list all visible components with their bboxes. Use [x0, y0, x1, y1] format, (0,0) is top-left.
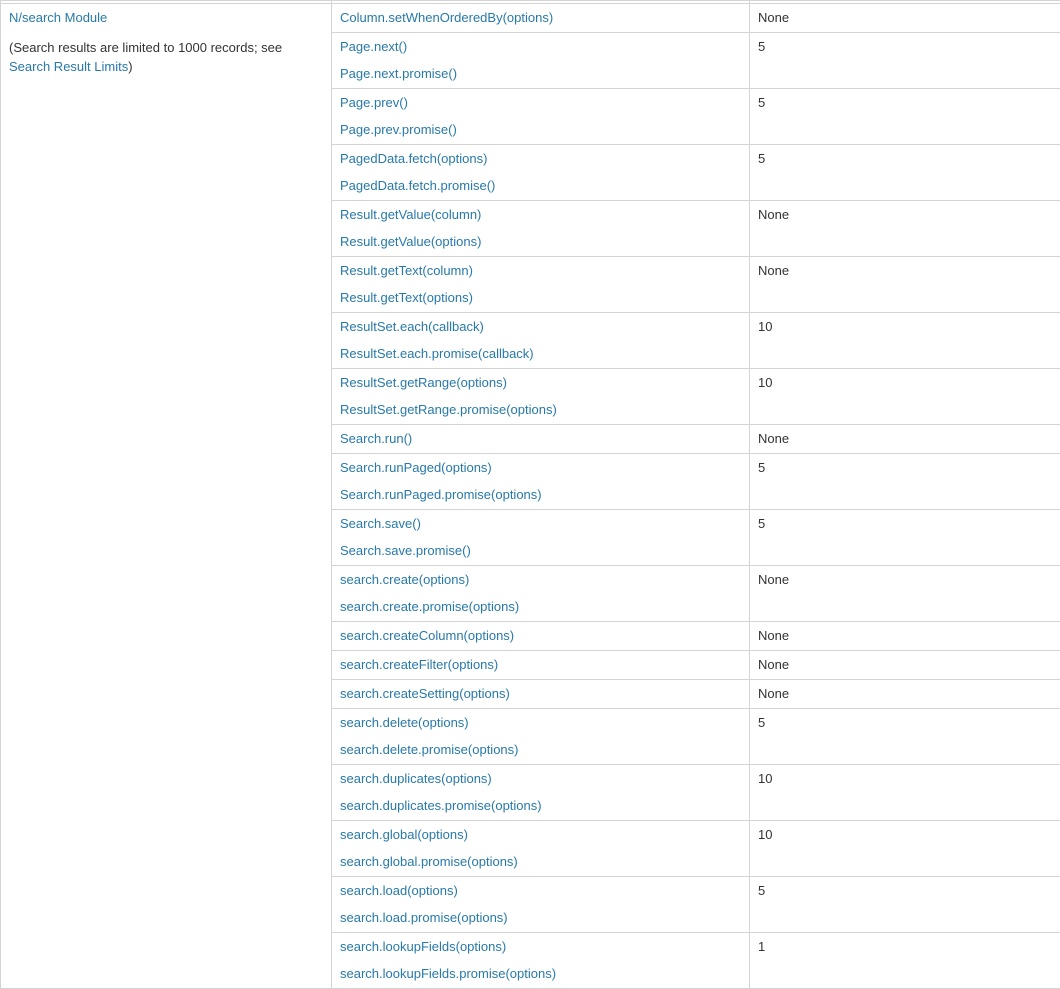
api-cell	[332, 651, 750, 680]
units-cell: 10	[750, 369, 1060, 425]
api-link[interactable]: Search.save.promise()	[340, 542, 741, 559]
api-cell	[332, 313, 750, 369]
api-link[interactable]: PagedData.fetch(options)	[340, 150, 741, 167]
api-link[interactable]: Result.getText(column)	[340, 262, 741, 279]
api-link[interactable]: Result.getText(options)	[340, 289, 741, 306]
units-cell: None	[750, 566, 1060, 622]
api-link[interactable]: search.load.promise(options)	[340, 909, 741, 926]
api-link[interactable]: ResultSet.each(callback)	[340, 318, 741, 335]
api-link[interactable]: search.create.promise(options)	[340, 598, 741, 615]
api-link[interactable]: Result.getValue(column)	[340, 206, 741, 223]
api-link[interactable]: PagedData.fetch.promise()	[340, 177, 741, 194]
module-link[interactable]: N/search Module	[9, 9, 323, 26]
module-note-prefix: (Search results are limited to 1000 records; see	[9, 40, 282, 55]
api-cell	[332, 369, 750, 425]
api-link[interactable]: Search.save()	[340, 515, 741, 532]
api-link[interactable]: ResultSet.getRange(options)	[340, 374, 741, 391]
api-cell	[332, 425, 750, 454]
api-link[interactable]: search.duplicates.promise(options)	[340, 797, 741, 814]
table-row	[1, 4, 1060, 33]
module-cell	[1, 4, 332, 989]
api-link[interactable]: Page.next()	[340, 38, 741, 55]
api-link[interactable]: search.lookupFields(options)	[340, 938, 741, 955]
api-link[interactable]: Page.prev()	[340, 94, 741, 111]
api-cell	[332, 33, 750, 89]
api-link[interactable]: ResultSet.each.promise(callback)	[340, 345, 741, 362]
units-cell: None	[750, 201, 1060, 257]
api-cell	[332, 4, 750, 33]
units-cell: 5	[750, 145, 1060, 201]
units-cell: None	[750, 651, 1060, 680]
api-link[interactable]: search.create(options)	[340, 571, 741, 588]
api-cell	[332, 454, 750, 510]
units-cell: None	[750, 622, 1060, 651]
api-link[interactable]: search.global(options)	[340, 826, 741, 843]
api-cell	[332, 201, 750, 257]
api-link[interactable]: ResultSet.getRange.promise(options)	[340, 401, 741, 418]
api-cell	[332, 622, 750, 651]
units-cell: 5	[750, 709, 1060, 765]
units-cell: 5	[750, 454, 1060, 510]
api-link[interactable]: Column.setWhenOrderedBy(options)	[340, 9, 741, 26]
api-link[interactable]: Page.prev.promise()	[340, 121, 741, 138]
units-cell: 10	[750, 765, 1060, 821]
units-cell: 1	[750, 933, 1060, 989]
api-table-body	[1, 1, 1060, 989]
api-cell	[332, 566, 750, 622]
api-cell	[332, 709, 750, 765]
api-link[interactable]: search.duplicates(options)	[340, 770, 741, 787]
units-cell: None	[750, 4, 1060, 33]
api-cell	[332, 821, 750, 877]
units-cell: 10	[750, 313, 1060, 369]
api-link[interactable]: search.lookupFields.promise(options)	[340, 965, 741, 982]
api-cell	[332, 680, 750, 709]
api-cell	[332, 257, 750, 313]
api-link[interactable]: Search.runPaged.promise(options)	[340, 486, 741, 503]
module-note-suffix: )	[128, 59, 132, 74]
units-cell: None	[750, 680, 1060, 709]
units-cell: None	[750, 257, 1060, 313]
api-cell	[332, 510, 750, 566]
api-link[interactable]: search.delete.promise(options)	[340, 741, 741, 758]
api-link[interactable]: Search.run()	[340, 430, 741, 447]
api-cell	[332, 877, 750, 933]
units-cell: 10	[750, 821, 1060, 877]
api-link[interactable]: search.delete(options)	[340, 714, 741, 731]
units-cell: 5	[750, 33, 1060, 89]
api-link[interactable]: search.createColumn(options)	[340, 627, 741, 644]
api-cell	[332, 933, 750, 989]
search-result-limits-link[interactable]: Search Result Limits	[9, 59, 128, 74]
api-cell	[332, 765, 750, 821]
api-link[interactable]: search.createSetting(options)	[340, 685, 741, 702]
api-link[interactable]: Search.runPaged(options)	[340, 459, 741, 476]
api-link[interactable]: search.load(options)	[340, 882, 741, 899]
api-cell	[332, 145, 750, 201]
units-cell: 5	[750, 89, 1060, 145]
units-cell: None	[750, 425, 1060, 454]
api-link[interactable]: Result.getValue(options)	[340, 233, 741, 250]
api-link[interactable]: Page.next.promise()	[340, 65, 741, 82]
api-link[interactable]: search.createFilter(options)	[340, 656, 741, 673]
api-cell	[332, 89, 750, 145]
api-link[interactable]: search.global.promise(options)	[340, 853, 741, 870]
units-cell: 5	[750, 510, 1060, 566]
module-note	[9, 38, 323, 76]
units-cell: 5	[750, 877, 1060, 933]
